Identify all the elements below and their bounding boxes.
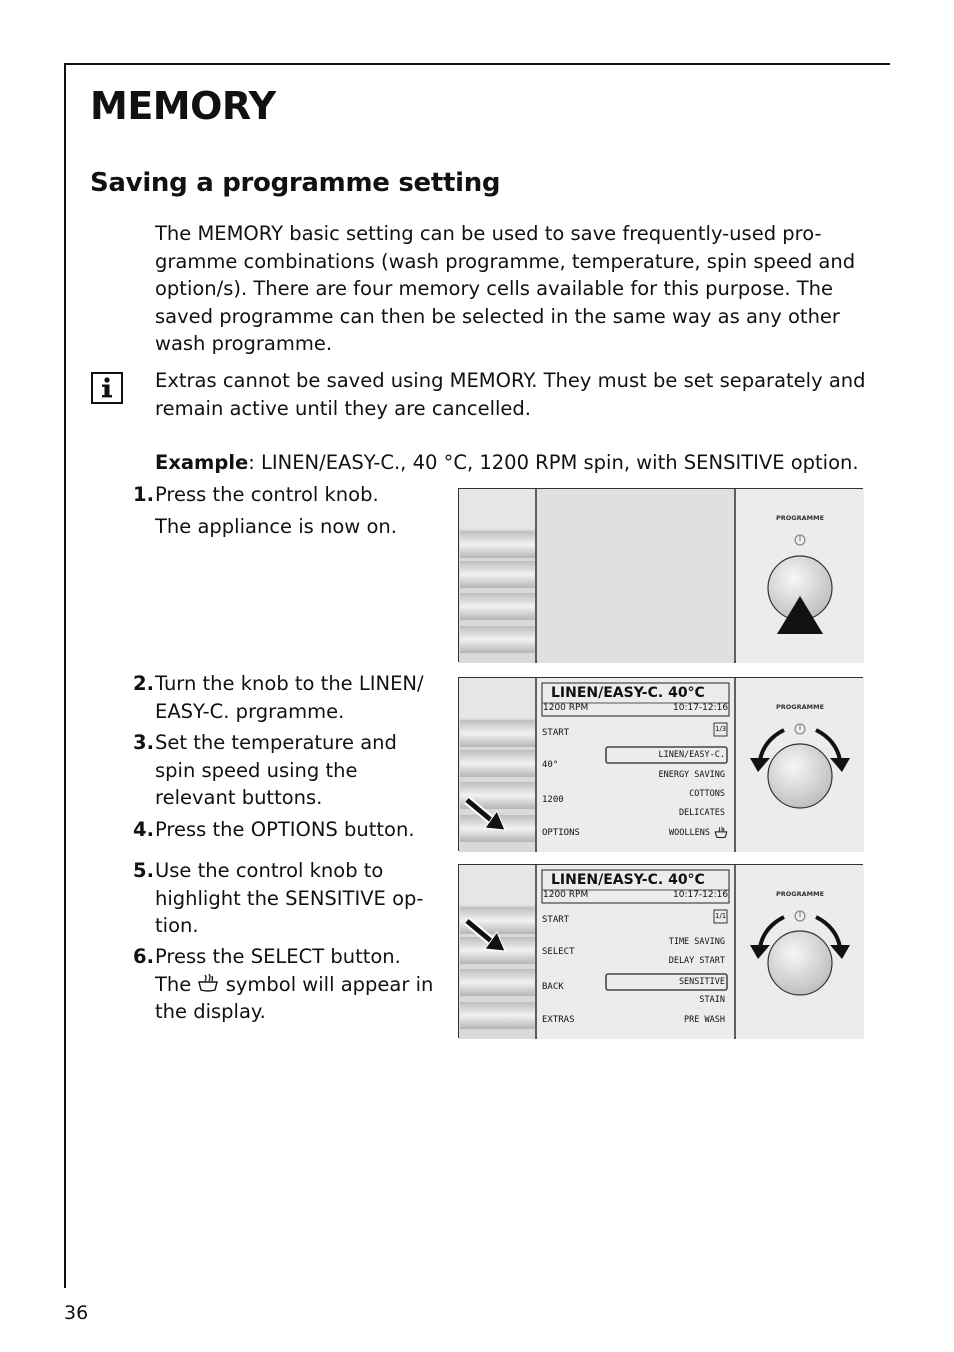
step-number: 2.: [133, 672, 154, 695]
note-line: remain active until they are cancelled.: [155, 396, 532, 420]
step-number: 4.: [133, 818, 154, 841]
knob-label: PROGRAMME: [775, 703, 825, 711]
frame-left-rule: [64, 63, 66, 1288]
sensitive-hand-icon: [714, 826, 728, 839]
display-left-back: BACK: [542, 982, 564, 992]
display-item: TIME SAVING: [668, 937, 725, 947]
display-item: COTTONS: [689, 789, 725, 799]
intro-line: gramme combinations (wash programme, temperature, spin speed and: [155, 249, 856, 273]
step-text: Press the control knob.: [155, 483, 379, 506]
step-2: [130, 670, 442, 725]
display-left-extras: EXTRAS: [542, 1015, 575, 1025]
step-number: 3.: [133, 731, 154, 754]
step-6-subline: the display.: [155, 1000, 266, 1023]
display-page: 1/1: [715, 912, 727, 920]
step-5: [130, 857, 442, 940]
display-item: PRE WASH: [684, 1015, 725, 1025]
intro-line: wash programme.: [155, 332, 333, 355]
example-text: : LINEN/EASY-C., 40 °C, 1200 RPM spin, with SENSITIVE option.: [248, 451, 859, 474]
display-time: 10:17-12:16: [673, 890, 729, 900]
display-item-selected: SENSITIVE: [678, 977, 725, 987]
intro-line: option/s). There are four memory cells available for this purpose. The: [155, 277, 834, 300]
display-left-start: START: [542, 728, 570, 738]
symbol-line-post: symbol will appear in: [225, 973, 434, 996]
example-label: Example: [155, 451, 249, 474]
intro-paragraph: [155, 220, 870, 358]
knob-label: PROGRAMME: [775, 890, 825, 898]
step-3: [130, 729, 442, 812]
sensitive-hand-icon: [197, 973, 219, 993]
step-number: 6.: [133, 945, 154, 968]
panel-press-knob: [458, 488, 863, 662]
display-page: 1/3: [715, 725, 727, 733]
step-text: Press the SELECT button.: [155, 945, 401, 968]
display-left-spin: 1200: [542, 795, 564, 805]
panel-display-options: [458, 864, 863, 1038]
display-left-temp: 40°: [542, 760, 559, 770]
display-left-options: OPTIONS: [542, 828, 580, 838]
step-text: Press the OPTIONS button.: [155, 818, 415, 841]
display-left-start: START: [542, 915, 570, 925]
step-1-subline: The appliance is now on.: [155, 515, 397, 538]
display-rpm: 1200 RPM: [543, 703, 589, 713]
display-item: DELAY START: [668, 956, 725, 966]
display-time: 10:17-12:16: [673, 703, 729, 713]
step-number: 5.: [133, 859, 154, 882]
step-6-symbol-line: [155, 971, 433, 999]
example-line: [155, 449, 870, 477]
step-text: Set the temperature and spin speed using the relevant buttons.: [155, 731, 397, 809]
knob-label: PROGRAMME: [775, 514, 825, 522]
note-paragraph: [155, 367, 870, 422]
page-number: 36: [64, 1302, 89, 1324]
display-rpm: 1200 RPM: [543, 890, 589, 900]
step-6: [130, 943, 442, 971]
panel-display-programme: [458, 677, 863, 851]
step-text: Turn the knob to the LINEN/ EASY-C. prgramme.: [155, 672, 424, 723]
display-item: ENERGY SAVING: [658, 770, 725, 780]
display-item: WOOLLENS: [669, 828, 710, 838]
intro-line: The MEMORY basic setting can be used to save frequently-used pro-: [155, 222, 822, 245]
intro-line: saved programme can then be selected in the same way as any other: [155, 304, 840, 328]
step-1: [130, 481, 442, 509]
step-4: [130, 816, 442, 844]
display-left-select: SELECT: [542, 947, 575, 957]
page-title: MEMORY: [90, 84, 276, 128]
section-title: Saving a programme setting: [90, 168, 501, 198]
display-item: STAIN: [699, 995, 725, 1005]
info-icon: [91, 372, 123, 404]
display-header: LINEN/EASY-C. 40°C: [551, 685, 705, 701]
symbol-line-pre: The: [155, 973, 192, 996]
note-line: Extras cannot be saved using MEMORY. They must be set separately and: [155, 369, 866, 392]
step-number: 1.: [133, 483, 154, 506]
display-item: DELICATES: [678, 808, 725, 818]
display-item-selected: LINEN/EASY-C.: [658, 750, 725, 760]
frame-top-rule: [64, 63, 890, 65]
step-text: Use the control knob to highlight the SENSITIVE op- tion.: [155, 859, 424, 937]
display-header: LINEN/EASY-C. 40°C: [551, 872, 705, 888]
